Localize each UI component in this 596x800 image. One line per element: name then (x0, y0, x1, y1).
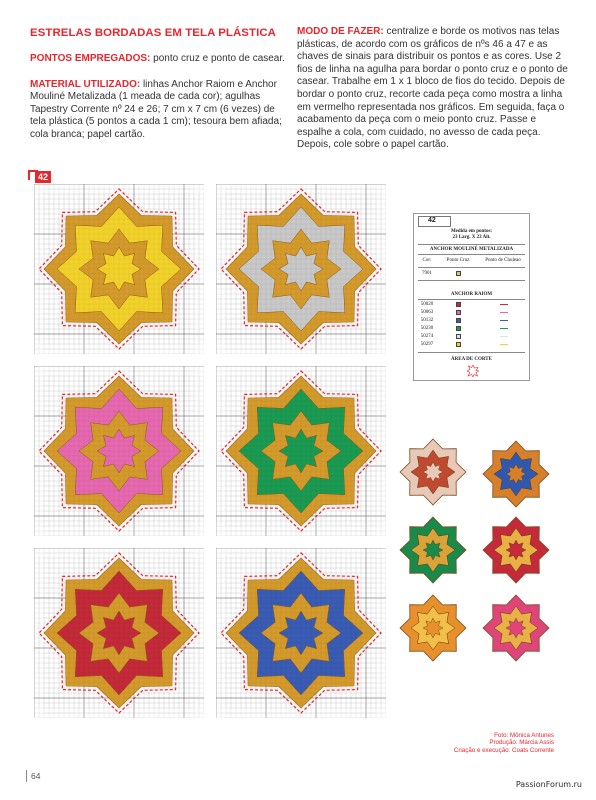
credit-photo: Foto: Mônica Antunes (494, 732, 554, 739)
legend-swatch-blue (456, 318, 461, 323)
credit-creation: Criação e execução: Coats Corrente (453, 746, 554, 754)
chart-star-blue (216, 548, 386, 718)
chart-star-green (216, 366, 386, 536)
cut-area-star-icon (467, 365, 479, 377)
legend-line-pink (500, 312, 508, 313)
legend-divider (418, 244, 525, 245)
chart-star-yellow (34, 184, 204, 354)
legend-col-casear: Ponto de Chuleao (485, 258, 521, 263)
chart-star-green-graphic (216, 366, 386, 536)
finished-star-center (423, 540, 443, 560)
chart-star-pink-graphic (34, 366, 204, 536)
legend-metal-code: 7901 (422, 271, 432, 276)
legend-divider (418, 299, 525, 300)
legend-swatch-pink (456, 310, 461, 315)
legend-line-blue (500, 320, 508, 321)
legend-divider (418, 254, 525, 255)
legend-area-corte: ÁREA DE CORTE (451, 357, 492, 362)
legend-raiom-title: ANCHOR RAIOM (450, 292, 493, 297)
legend-divider (418, 280, 525, 281)
material-text: linhas Anchor Raiom e Anchor Mouliné Metalizada (1 meada de cada cor); agulhas Tapestry Corrente nº 24 e 26; 7 cm x 7 cm (6 vezes) de tela plástica (5 pontos a cada 1 cm); tesoura bem afiada; cola branca; papel cartão. (30, 78, 282, 140)
finished-star-center (423, 462, 443, 482)
legend-swatch-green (456, 326, 461, 331)
legend-divider (418, 267, 525, 268)
right-text-column (297, 26, 569, 152)
stitch-charts (26, 168, 406, 698)
material-paragraph (30, 79, 292, 142)
pontos-paragraph (30, 53, 292, 66)
pontos-text: ponto cruz e ponto de casear. (153, 53, 285, 64)
legend-raiom-code: 50063 (420, 310, 434, 315)
legend-line-green (500, 328, 508, 329)
legend-number: 42 (428, 217, 436, 224)
credit-production: Produção: Márcia Assis (489, 739, 554, 747)
finished-star-center (506, 540, 526, 560)
legend-divider (418, 352, 525, 353)
modo-label: MODO DE FAZER: (297, 26, 384, 37)
article-title: ESTRELAS BORDADAS EM TELA PLÁSTICA (30, 27, 276, 39)
legend-raiom-code: 50132 (420, 318, 434, 323)
legend-line-white (500, 336, 508, 337)
chart-star-red-graphic (34, 548, 204, 718)
chart-star-grey-graphic (216, 184, 386, 354)
legend-raiom-code: 50274 (420, 334, 434, 339)
chart-number-badge: 42 (35, 171, 51, 183)
photo-credits (394, 732, 554, 754)
finished-stars-graphic (398, 432, 568, 662)
left-text-column (30, 26, 292, 142)
finished-star-center (506, 464, 526, 484)
legend-raiom-code: 50230 (420, 326, 434, 331)
chart-star-yellow-graphic (34, 184, 204, 354)
modo-text: centralize e borde os motivos nas telas plásticas, de acordo com os gráficos de nºs 46 a 47 e as chaves de sinais para distribuir os pontos e as cores. Use 2 fios de linha na agulha para bordar o ponto cruz e o ponto de casear. Trabalhe em 1 x 1 bloco de fios do tecido. Depois de bordar o ponto cruz, recorte cada peça como mostra a linha em vermelho representada nos gráficos. Em seguida, faça o acabamento da peça com o meio ponto cruz. Passe e espalhe a cola, com cuidado, no avesso de cada peça. Depois, cole sobre o papel cartão. (297, 26, 568, 151)
legend-raiom-code: 50297 (420, 342, 434, 347)
finished-stars-photo (398, 432, 568, 662)
legend-measure-line1: Medida em pontos: (450, 229, 493, 234)
legend-metal-swatch (456, 271, 461, 276)
legend-col-ponto-cruz: Ponto Cruz (446, 258, 470, 263)
legend-raiom-code: 50020 (420, 302, 434, 307)
legend-swatch-red (456, 302, 461, 307)
finished-star-center (506, 618, 526, 638)
chart-star-blue-graphic (216, 548, 386, 718)
chart-star-grey (216, 184, 386, 354)
legend-measure-line2: 23 Larg. X 23 Alt. (452, 235, 491, 240)
modo-paragraph (297, 26, 569, 152)
site-watermark: PassionForum.ru (515, 780, 582, 789)
color-key-legend (413, 213, 530, 381)
chart-star-pink (34, 366, 204, 536)
legend-swatch-white (456, 334, 461, 339)
finished-star-center (423, 618, 443, 638)
legend-col-cor: Cor: (422, 258, 432, 263)
legend-line-red (500, 304, 508, 305)
chart-star-red (34, 548, 204, 718)
legend-line-yellow (500, 344, 508, 345)
legend-metal-title: ANCHOR MOULINÉ METALIZADA (429, 247, 514, 252)
material-label: MATERIAL UTILIZADO: (30, 78, 141, 90)
pontos-label: PONTOS EMPREGADOS: (30, 53, 151, 64)
legend-measure (414, 229, 529, 241)
legend-swatch-yellow (456, 342, 461, 347)
page-number: 64 (26, 770, 40, 782)
